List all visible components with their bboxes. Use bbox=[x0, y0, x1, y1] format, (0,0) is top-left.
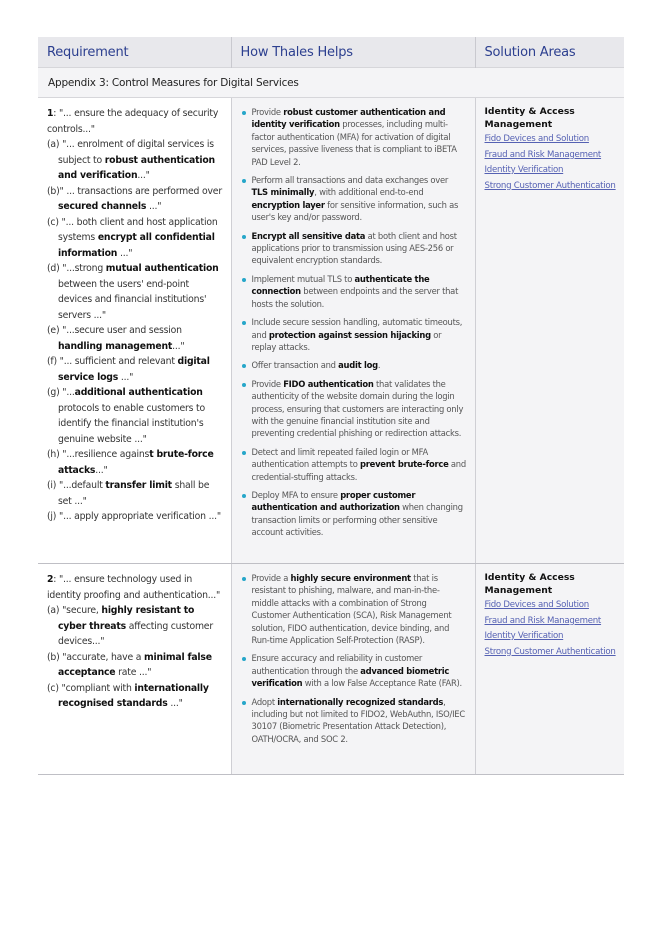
solution-areas-cell bbox=[475, 564, 624, 775]
list-item: Offer transaction and audit log. bbox=[241, 359, 467, 371]
bullet-icon bbox=[242, 321, 246, 325]
list-item: Ensure accuracy and reliability in customer authentication through the advanced biometric verification with a low False Acceptance Rate (FAR). bbox=[241, 652, 467, 689]
requirement-item: (b)" ... transactions are performed over secured channels ..." bbox=[47, 185, 222, 212]
control-measures-table bbox=[38, 37, 624, 775]
bullet-icon bbox=[242, 577, 246, 581]
requirement-item: (f) "... sufficient and relevant digital service logs ..." bbox=[47, 356, 210, 383]
appendix-title: Appendix 3: Control Measures for Digital Services bbox=[38, 68, 624, 98]
table-header-row bbox=[38, 37, 624, 68]
how-list bbox=[241, 106, 467, 539]
table-row bbox=[38, 564, 624, 775]
list-item: Deploy MFA to ensure proper customer authentication and authorization when changing transaction limits or performing other sensitive account activities. bbox=[241, 489, 467, 539]
requirement-intro: 1: "... ensure the adequacy of security controls..." bbox=[47, 108, 219, 135]
link-identity-verification[interactable]: Identity Verification bbox=[484, 631, 564, 641]
link-fraud-risk[interactable]: Fraud and Risk Management bbox=[484, 615, 602, 626]
requirement-item: (i) "...default transfer limit shall be set ..." bbox=[47, 480, 210, 507]
list-item: Provide a highly secure environment that is resistant to phishing, malware, and man-in-the-middle attacks with a combination of Strong Customer Authentication (SCA), Risk Management solution, FIDO authentication, device binding, and Run-time Application Self-Protection (RASP). bbox=[241, 572, 467, 646]
list-item: Adopt internationally recognized standards, including but not limited to FIDO2, WebAuthn, ISO/IEC 30107 (Biometric Presentation Attack Detection), OATH/OCRA, and SOC 2. bbox=[241, 696, 467, 746]
how-thales-helps-cell bbox=[231, 98, 475, 564]
requirement-item: (d) "...strong mutual authentication between the users' end-point devices and financial institutions' servers ..." bbox=[47, 263, 219, 321]
requirement-item: (e) "...secure user and session handling management..." bbox=[47, 325, 185, 352]
bullet-icon bbox=[242, 657, 246, 661]
bullet-icon bbox=[242, 235, 246, 239]
list-item: Implement mutual TLS to authenticate the connection between endpoints and the server that hosts the solution. bbox=[241, 273, 467, 310]
link-fraud-risk[interactable]: Fraud and Risk Management bbox=[484, 149, 602, 160]
list-item: Provide robust customer authentication and identity verification processes, including multi-factor authentication (MFA) for activation of digital services, passive liveness that is compliant to iBETA PAD Level 2. bbox=[241, 106, 467, 168]
bullet-icon bbox=[242, 701, 246, 705]
table-row bbox=[38, 98, 624, 564]
requirement-intro: 2: "... ensure technology used in identity proofing and authentication..." bbox=[47, 574, 221, 601]
solution-area-title: Identity & Access Management bbox=[484, 572, 575, 596]
requirement-item: (b) "accurate, have a minimal false acceptance rate ..." bbox=[47, 651, 212, 678]
requirement-item: (a) "... enrolment of digital services is subject to robust authentication and verification..." bbox=[47, 139, 215, 181]
link-strong-customer-auth[interactable]: Strong Customer Authentication bbox=[484, 180, 616, 191]
appendix-row bbox=[38, 68, 624, 98]
bullet-icon bbox=[242, 383, 246, 387]
bullet-icon bbox=[242, 111, 246, 115]
requirement-item: (j) "... apply appropriate verification ..." bbox=[47, 511, 221, 522]
solution-area-title: Identity & Access Management bbox=[484, 106, 575, 130]
header-requirement: Requirement bbox=[38, 37, 231, 68]
list-item: Perform all transactions and data exchanges over TLS minimally, with additional end-to-end encryption layer for sensitive information, such as user's key and/or password. bbox=[241, 174, 467, 224]
requirement-item: (c) "... both client and host application systems encrypt all confidential information ..." bbox=[47, 216, 218, 259]
requirement-item: (a) "secure, highly resistant to cyber threats affecting customer devices..." bbox=[47, 605, 213, 647]
requirement-item: (c) "compliant with internationally recognised standards ..." bbox=[47, 682, 209, 709]
header-how-thales-helps: How Thales Helps bbox=[231, 37, 475, 68]
how-thales-helps-cell bbox=[231, 564, 475, 775]
link-strong-customer-auth[interactable]: Strong Customer Authentication bbox=[484, 646, 616, 657]
bullet-icon bbox=[242, 278, 246, 282]
bullet-icon bbox=[242, 494, 246, 498]
requirement-cell bbox=[38, 564, 231, 775]
link-fido-devices[interactable]: Fido Devices and Solution bbox=[484, 600, 589, 610]
requirement-cell bbox=[38, 98, 231, 564]
how-list bbox=[241, 572, 467, 745]
list-item: Provide FIDO authentication that validates the authenticity of the website domain during the login process, ensuring that customers are interacting only with the genuine financial institution site and preventing credential phishing or redirection attacks. bbox=[241, 378, 467, 440]
requirement-item: (g) "...additional authentication protocols to enable customers to identify the financial institution's genuine website ..." bbox=[47, 387, 205, 445]
list-item: Encrypt all sensitive data at both client and host applications prior to transmission using AES-256 or equivalent encryption standards. bbox=[241, 230, 467, 267]
solution-areas-cell bbox=[475, 98, 624, 564]
requirement-item: (h) "...resilience against brute-force attacks..." bbox=[47, 449, 214, 476]
bullet-icon bbox=[242, 364, 246, 368]
bullet-icon bbox=[242, 179, 246, 183]
link-identity-verification[interactable]: Identity Verification bbox=[484, 165, 564, 175]
bullet-icon bbox=[242, 451, 246, 455]
list-item: Include secure session handling, automatic timeouts, and protection against session hijacking or replay attacks. bbox=[241, 316, 467, 353]
list-item: Detect and limit repeated failed login or MFA authentication attempts to prevent brute-force and credential-stuffing attacks. bbox=[241, 446, 467, 483]
header-solution-areas: Solution Areas bbox=[475, 37, 624, 68]
link-fido-devices[interactable]: Fido Devices and Solution bbox=[484, 134, 589, 144]
